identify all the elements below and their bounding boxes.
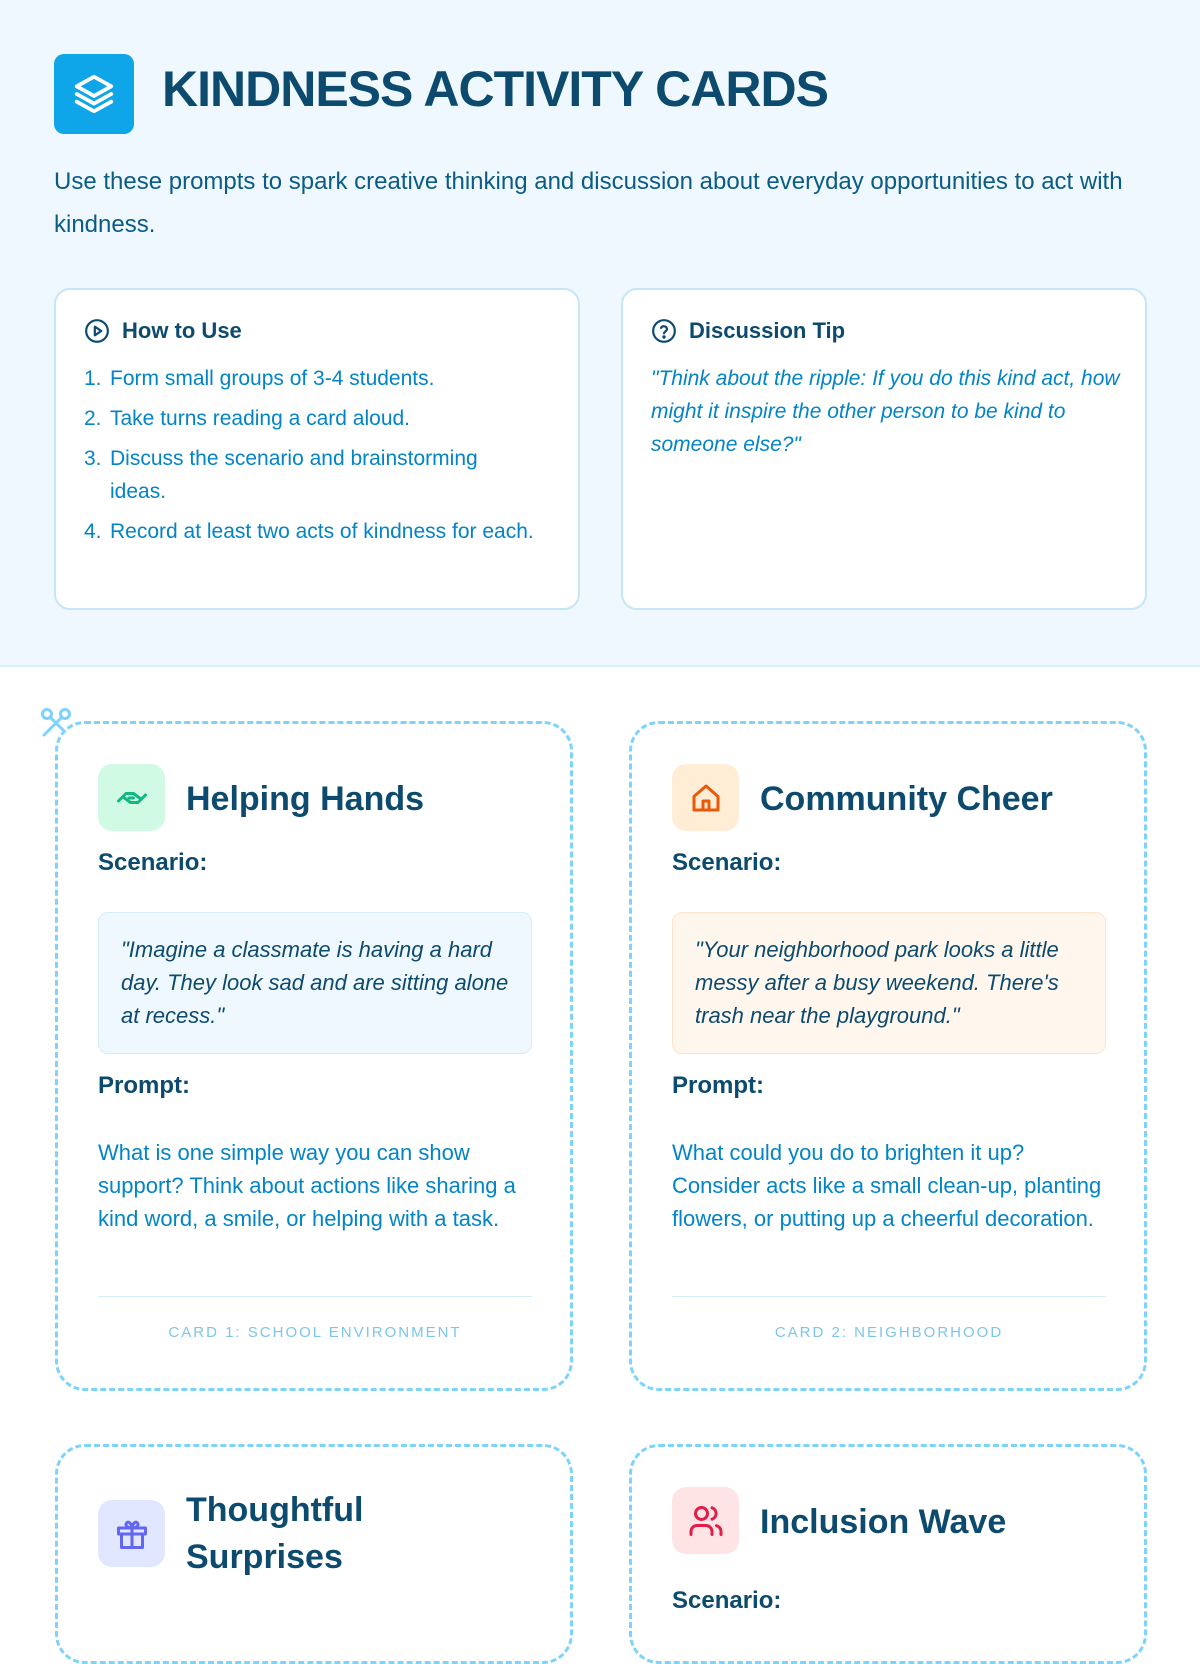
card-title: Community Cheer — [760, 780, 1053, 818]
scenario-label: Scenario: — [672, 849, 782, 876]
activity-card — [629, 721, 1147, 1391]
card-footer: CARD 2: NEIGHBORHOOD — [774, 1324, 1004, 1341]
scenario-text: "Imagine a classmate is having a hard day. They look sad and are sitting alone at recess." — [98, 912, 532, 1054]
discussion-tip-heading — [651, 318, 845, 344]
list-item: 3. Discuss the scenario and brainstorming ideas. — [84, 447, 478, 503]
divider — [98, 1296, 532, 1297]
play-circle-icon — [84, 318, 110, 344]
steps-list — [84, 362, 534, 555]
prompt-label: Prompt: — [98, 1072, 190, 1099]
divider — [672, 1296, 1106, 1297]
prompt-text: What is one simple way you can show support? Think about actions like sharing a kind word, a smile, or helping with a task. — [98, 1140, 516, 1231]
list-item: 1. Form small groups of 3-4 students. — [84, 367, 435, 390]
card-title: Helping Hands — [186, 780, 425, 818]
how-to-use-panel — [54, 288, 580, 610]
prompt-label: Prompt: — [672, 1072, 764, 1099]
help-circle-icon — [651, 318, 677, 344]
header-section — [0, 0, 1200, 667]
card-title: Inclusion Wave — [760, 1503, 1007, 1541]
house-icon — [672, 764, 739, 831]
how-to-use-title: How to Use — [122, 318, 242, 343]
card-title: Thoughtful Surprises — [186, 1491, 364, 1576]
scenario-label: Scenario: — [98, 849, 208, 876]
scenario-text: "Your neighborhood park looks a little messy after a busy weekend. There's trash near the playground." — [672, 912, 1106, 1054]
prompt-text: What could you do to brighten it up? Consider acts like a small clean-up, planting flowers, or putting up a cheerful decoration. — [672, 1140, 1102, 1231]
users-icon — [672, 1487, 739, 1554]
list-item: 2. Take turns reading a card aloud. — [84, 407, 411, 430]
card-footer: CARD 1: SCHOOL ENVIRONMENT — [168, 1324, 462, 1341]
layers-icon — [54, 54, 134, 134]
gift-icon — [98, 1500, 165, 1567]
handshake-icon — [98, 764, 165, 831]
activity-card — [629, 1444, 1147, 1664]
how-to-use-heading — [84, 318, 242, 344]
intro-text: Use these prompts to spark creative thinking and discussion about everyday opportunities to act with kindness. — [54, 168, 1123, 238]
discussion-tip-title: Discussion Tip — [689, 318, 846, 343]
activity-card — [55, 1444, 573, 1664]
scenario-label: Scenario: — [672, 1587, 782, 1614]
activity-card — [55, 721, 573, 1391]
list-item: 4. Record at least two acts of kindness for each. — [84, 520, 534, 543]
discussion-tip-text: "Think about the ripple: If you do this kind act, how might it inspire the other person to be kind to someone else?" — [651, 367, 1120, 456]
page-title: KINDNESS ACTIVITY CARDS — [162, 61, 828, 117]
discussion-tip-panel — [621, 288, 1147, 610]
